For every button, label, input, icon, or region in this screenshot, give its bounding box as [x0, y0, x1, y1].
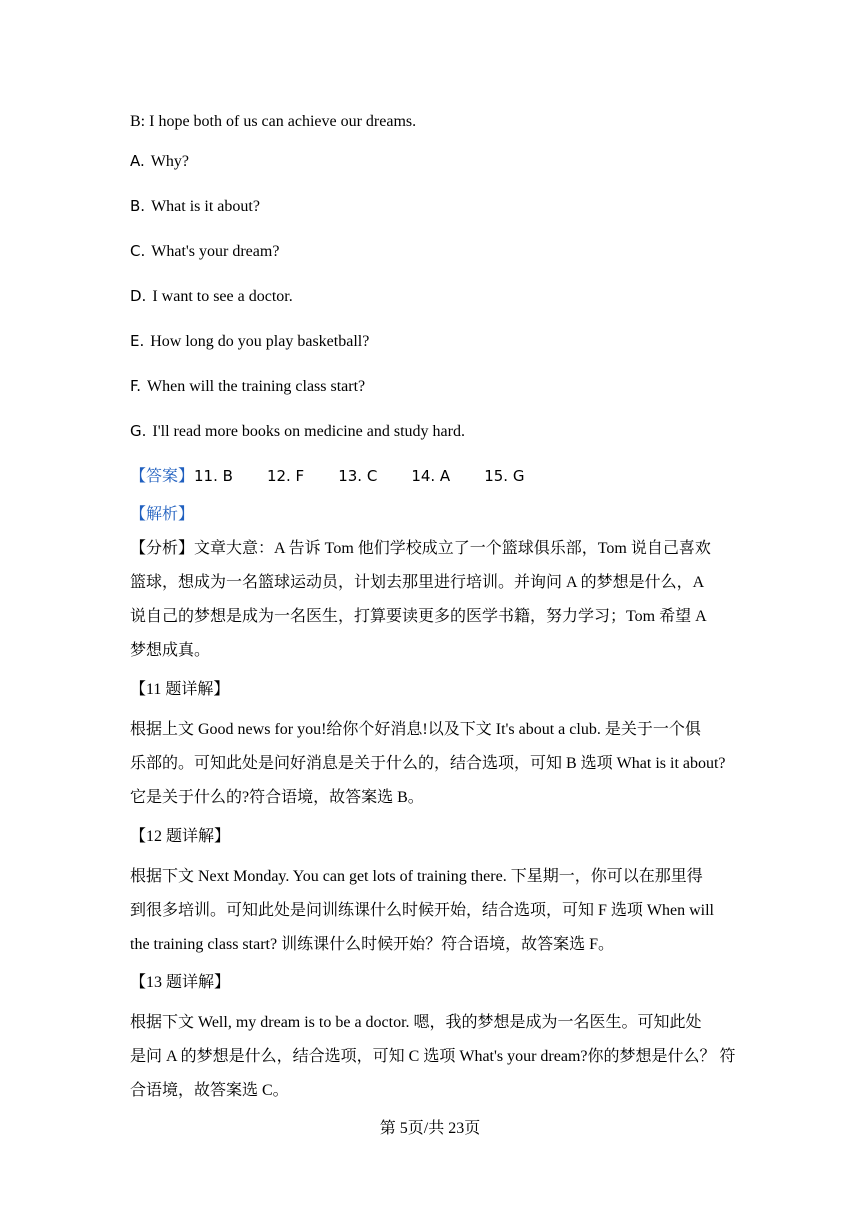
option-f: [130, 374, 365, 399]
detail-heading-13: 【13 题详解】: [130, 974, 231, 991]
summary-line: 篮球，想成为一名篮球运动员，计划去那里进行培训。并询问 A 的梦想是什么，A: [130, 574, 705, 591]
page-footer: 第 5页/共 23页: [379, 1120, 481, 1137]
detail-line: 到很多培训。可知此处是问训练课什么时候开始，结合选项，可知 F 选项 When will: [130, 902, 714, 919]
option-letter: E.: [130, 332, 145, 350]
option-a: [130, 149, 189, 174]
detail-heading-11: 【11 题详解】: [130, 681, 230, 698]
detail-line: 是问 A 的梦想是什么，结合选项，可知 C 选项 What's your dream?你的梦想是什么？ 符: [130, 1048, 736, 1065]
analysis-label: 【解析】: [130, 506, 195, 523]
answer-label: 【答案】: [130, 468, 195, 485]
dialogue-line: B: I hope both of us can achieve our dreams.: [130, 113, 417, 130]
option-letter: D.: [130, 287, 147, 305]
option-text: When will the training class start?: [147, 378, 366, 395]
option-text: What's your dream?: [151, 243, 280, 260]
detail-line: 根据下文 Well, my dream is to be a doctor. 嗯，我的梦想是成为一名医生。可知此处: [130, 1014, 702, 1031]
option-e: [130, 329, 369, 354]
summary-line: 说自己的梦想是成为一名医生，打算要读更多的医学书籍，努力学习；Tom 希望 A: [130, 608, 707, 625]
option-g: [130, 419, 465, 444]
option-text: I'll read more books on medicine and study hard.: [152, 423, 465, 440]
detail-line: 合语境，故答案选 C。: [130, 1082, 289, 1099]
option-d: [130, 284, 293, 309]
detail-line: 乐部的。可知此处是问好消息是关于什么的，结合选项，可知 B 选项 What is it about?: [130, 755, 726, 772]
option-letter: A.: [130, 152, 145, 170]
answer-item: 13. C: [338, 467, 378, 485]
option-letter: G.: [130, 422, 147, 440]
option-c: [130, 239, 279, 264]
summary-line: 梦想成真。: [130, 642, 211, 659]
detail-line: 根据下文 Next Monday. You can get lots of training there. 下星期一，你可以在那里得: [130, 868, 703, 885]
summary-line: 【分析】文章大意：A 告诉 Tom 他们学校成立了一个篮球俱乐部，Tom 说自己喜欢: [130, 540, 711, 557]
detail-paragraph-12: [130, 860, 730, 962]
option-b: [130, 194, 260, 219]
option-text: What is it about?: [151, 198, 260, 215]
option-text: How long do you play basketball?: [150, 333, 370, 350]
answer-row: [130, 464, 558, 489]
detail-line: 根据上文 Good news for you!给你个好消息!以及下文 It's about a club. 是关于一个俱: [130, 721, 701, 738]
option-text: I want to see a doctor.: [152, 288, 293, 305]
answer-item: 12. F: [266, 467, 305, 485]
option-letter: F.: [130, 377, 141, 395]
detail-line: the training class start? 训练课什么时候开始？符合语境，故答案选 F。: [130, 936, 614, 953]
answer-item: 11. B: [194, 467, 233, 485]
detail-heading-12: 【12 题详解】: [130, 828, 231, 845]
option-text: Why?: [150, 153, 189, 170]
option-letter: C.: [130, 242, 146, 260]
answer-item: 15. G: [484, 467, 525, 485]
option-letter: B.: [130, 197, 146, 215]
detail-line: 它是关于什么的?符合语境，故答案选 B。: [130, 789, 424, 806]
answer-item: 14. A: [411, 467, 451, 485]
summary-paragraph: [130, 532, 730, 668]
detail-paragraph-13: [130, 1006, 736, 1108]
detail-paragraph-11: [130, 713, 730, 815]
